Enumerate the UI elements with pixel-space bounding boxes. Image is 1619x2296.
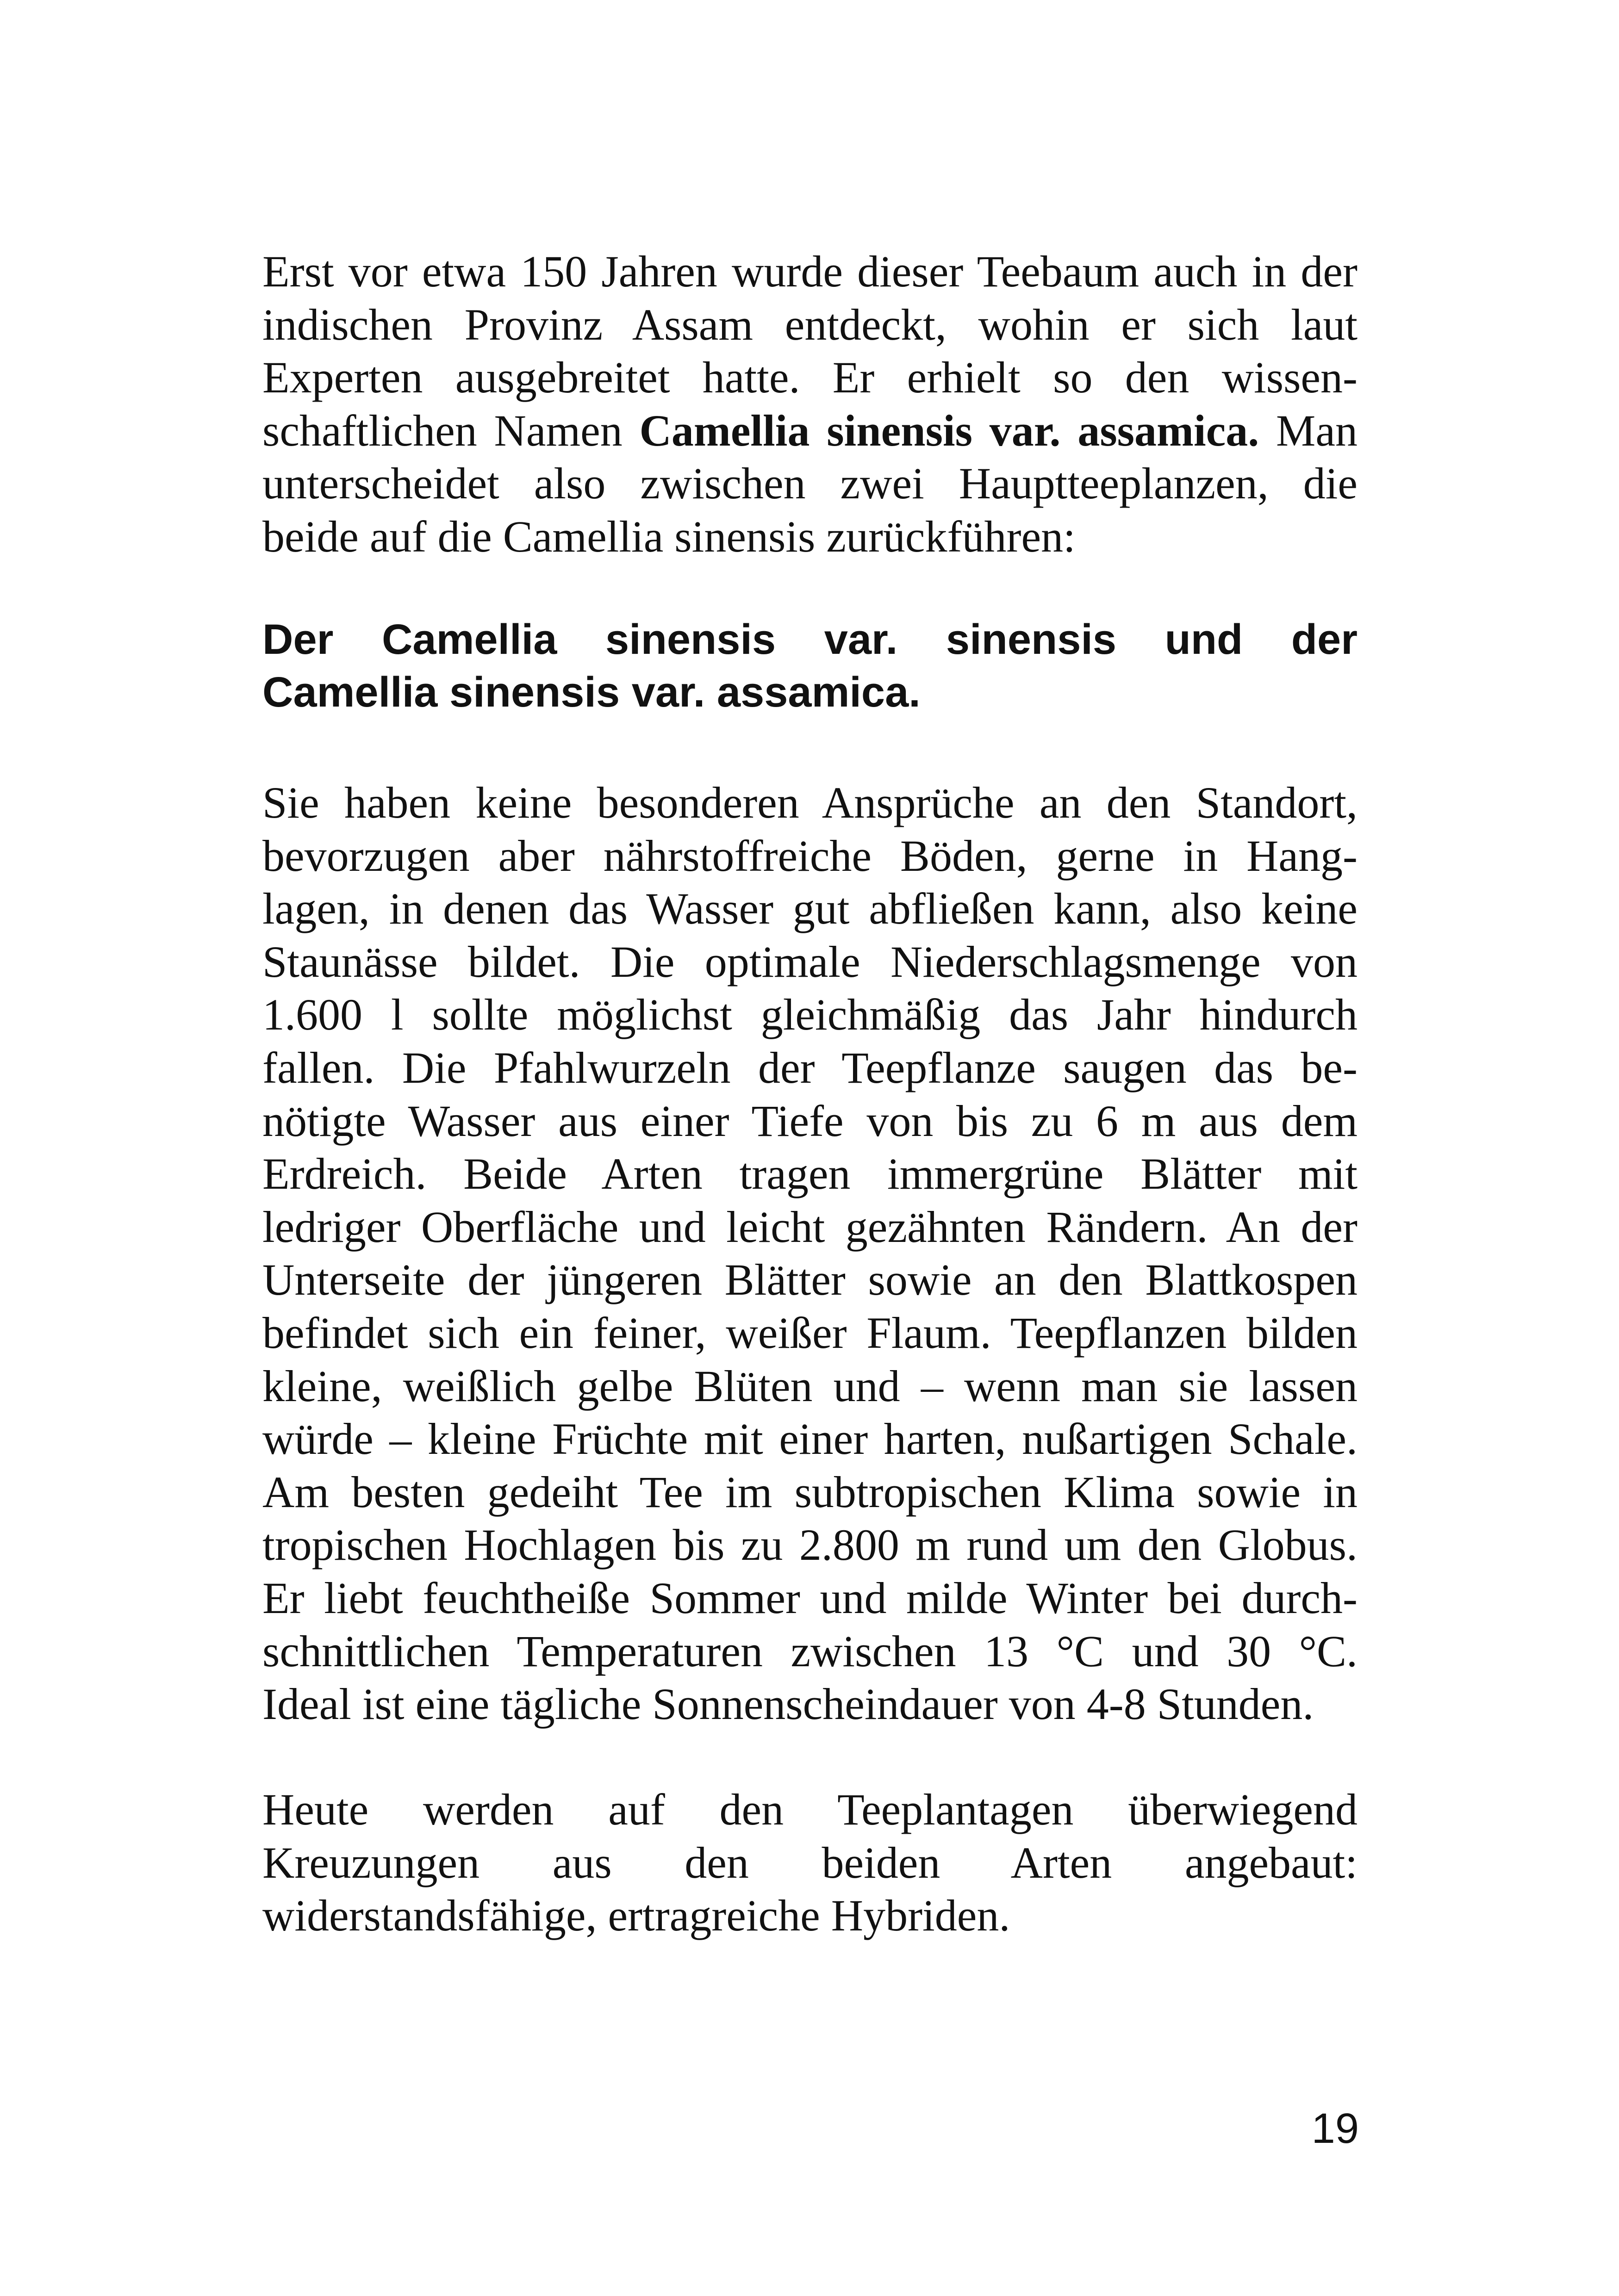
text-line: Sie haben keine besonderen Ansprüche an den Standort, <box>262 778 1357 827</box>
text-line: Erst vor etwa 150 Jahren wurde dieser Teebaum auch in der <box>262 247 1357 296</box>
text-line: Erdreich. Beide Arten tragen immergrüne Blätter mit <box>262 1149 1357 1199</box>
text-line: Er liebt feuchtheiße Sommer und milde Winter bei durch- <box>262 1573 1357 1623</box>
text-line: tropischen Hochlagen bis zu 2.800 m rund um den Globus. <box>262 1520 1357 1570</box>
text-line: schnittlichen Temperaturen zwischen 13 °C und 30 °C. <box>262 1626 1357 1676</box>
text-line: Staunässe bildet. Die optimale Niederschlagsmenge von <box>262 937 1357 987</box>
text-line: befindet sich ein feiner, weißer Flaum. Teepflanzen bilden <box>262 1308 1357 1358</box>
text-line: Ideal ist eine tägliche Sonnenscheindauer von 4-8 Stunden. <box>262 1679 1314 1729</box>
bold-species-name: Camellia sinensis var. assamica. <box>639 405 1259 455</box>
text-line-mixed <box>262 404 1357 458</box>
text-line: kleine, weißlich gelbe Blüten und – wenn man sie lassen <box>262 1361 1357 1411</box>
text-line: Unterseite der jüngeren Blätter sowie an den Blattkospen <box>262 1255 1357 1305</box>
section-heading <box>262 613 1357 719</box>
text-line: Heute werden auf den Teeplantagen überwiegend <box>262 1785 1357 1834</box>
text-line: Am besten gedeiht Tee im subtropischen Klima sowie in <box>262 1467 1357 1517</box>
text-column <box>262 245 1357 2027</box>
text-segment: Man <box>1259 405 1358 455</box>
text-segment: schaftlichen Namen <box>262 405 640 455</box>
text-line: beide auf die Camellia sinensis zurückführen: <box>262 511 1076 561</box>
text-line: nötigte Wasser aus einer Tiefe von bis zu 6 m aus dem <box>262 1096 1357 1146</box>
paragraph-hybrids <box>262 1783 1357 1942</box>
text-line: bevorzugen aber nährstoffreiche Böden, gerne in Hang- <box>262 831 1357 881</box>
heading-line: Der Camellia sinensis var. sinensis und der <box>262 616 1357 663</box>
text-line: Experten ausgebreitet hatte. Er erhielt so den wissen- <box>262 353 1357 403</box>
page-number: 19 <box>1311 2105 1359 2152</box>
text-line: würde – kleine Früchte mit einer harten, nußartigen Schale. <box>262 1414 1357 1464</box>
text-line: widerstandsfähige, ertragreiche Hybriden. <box>262 1891 1010 1941</box>
text-line: Kreuzungen aus den beiden Arten angebaut: <box>262 1837 1357 1887</box>
text-line: 1.600 l sollte möglichst gleichmäßig das Jahr hindurch <box>262 990 1357 1040</box>
text-line: indischen Provinz Assam entdeckt, wohin er sich laut <box>262 299 1357 349</box>
paragraph-description <box>262 776 1357 1731</box>
text-line: ledriger Oberfläche und leicht gezähnten Rändern. An der <box>262 1202 1357 1252</box>
text-line: lagen, in denen das Wasser gut abfließen kann, also keine <box>262 884 1357 934</box>
paragraph-intro <box>262 245 1357 564</box>
text-line: fallen. Die Pfahlwurzeln der Teepflanze saugen das be- <box>262 1043 1357 1092</box>
text-line: unterscheidet also zwischen zwei Hauptteeplanzen, die <box>262 459 1357 509</box>
heading-line: Camellia sinensis var. assamica. <box>262 669 921 716</box>
